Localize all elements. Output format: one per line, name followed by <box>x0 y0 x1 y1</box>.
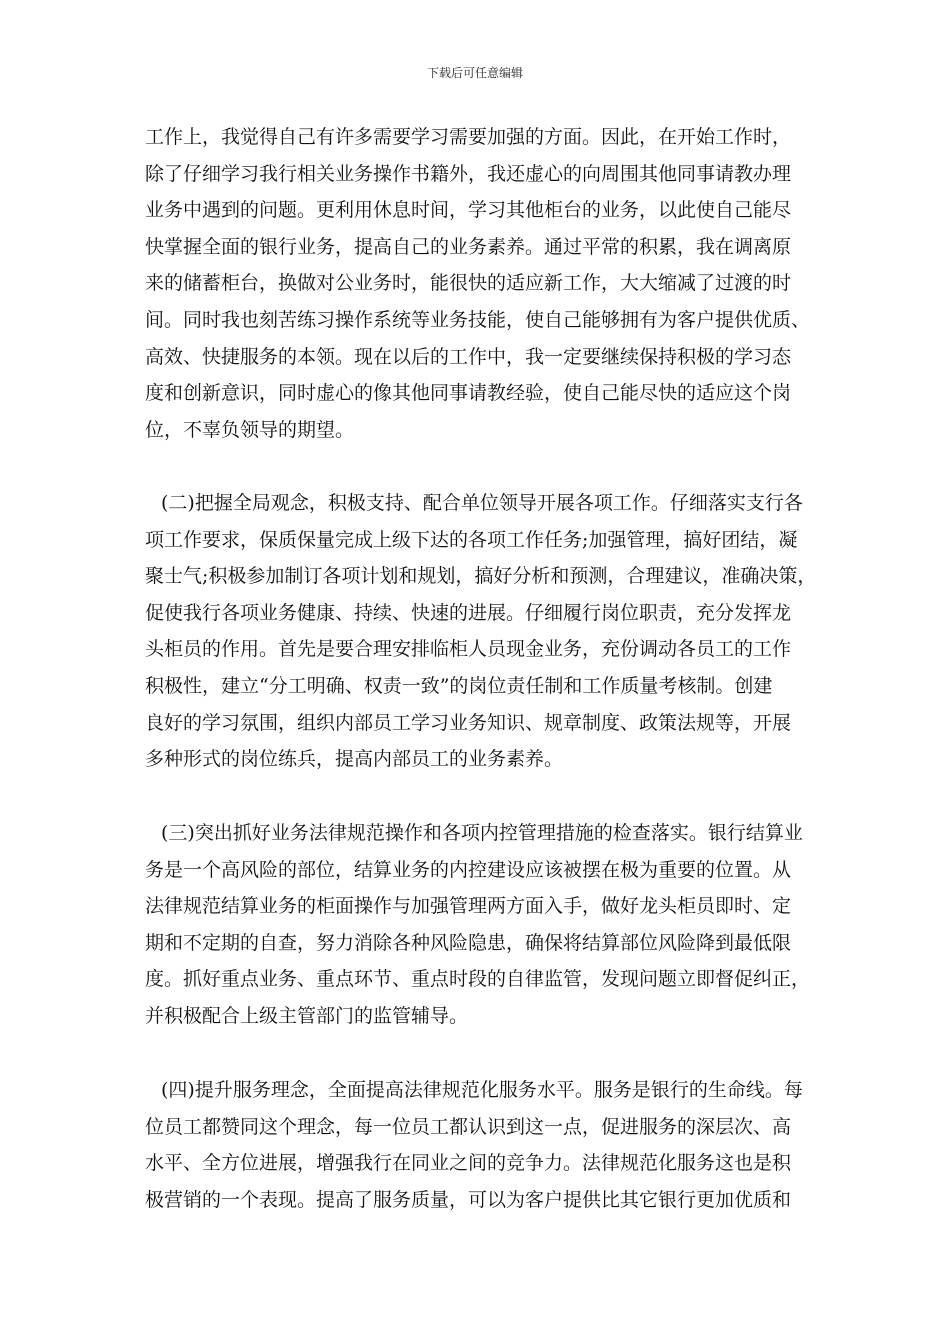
paragraph-line: 位，不辜负领导的期望。 <box>145 418 355 441</box>
paragraph-line: 工作上，我觉得自己有许多需要学习需要加强的方面。因此，在开始工作时， <box>145 126 792 148</box>
paragraph-line: 务是一个高风险的部位，结算业务的内控建设应该被摆在极为重要的位置。从 <box>145 858 792 881</box>
page-header: 下载后可任意编辑 <box>426 66 523 80</box>
paragraph-line: 位员工都赞同这个理念，每一位员工都认识到这一点，促进服务的深层次、高 <box>145 1115 792 1138</box>
paragraph-line: 高效、快捷服务的本领。现在以后的工作中，我一定要继续保持积极的学习态 <box>145 345 792 368</box>
paragraph-line: 良好的学习氛围，组织内部员工学习业务知识、规章制度、政策法规等，开展 <box>145 711 792 734</box>
paragraph-line: 并积极配合上级主管部门的监管辅导。 <box>145 1004 469 1027</box>
paragraph-line: 极营销的一个表现。提高了服务质量，可以为客户提供比其它银行更加优质和 <box>145 1188 792 1211</box>
paragraph-1 <box>145 119 815 448</box>
paragraph-line: 度和创新意识，同时虚心的像其他同事请教经验，使自己能尽快的适应这个岗 <box>145 382 792 405</box>
paragraph-line: (二)把握全局观念，积极支持、配合单位领导开展各项工作。仔细落实支行各 <box>161 492 803 514</box>
paragraph-line: 期和不定期的自查，努力消除各种风险隐患，确保将结算部位风险降到最低限 <box>145 931 792 954</box>
paragraph-4 <box>145 1072 815 1218</box>
paragraph-line: (四)提升服务理念，全面提高法律规范化服务水平。服务是银行的生命线。每 <box>161 1079 803 1101</box>
paragraph-line: 头柜员的作用。首先是要合理安排临柜人员现金业务，充份调动各员工的工作 <box>145 638 792 661</box>
paragraph-line: 间。同时我也刻苦练习操作系统等业务技能，使自己能够拥有为客户提供优质、 <box>145 308 811 331</box>
paragraph-3 <box>145 815 815 1035</box>
paragraph-line: 多种形式的岗位练兵，提高内部员工的业务素养。 <box>145 748 564 771</box>
paragraph-line: 水平、全方位进展，增强我行在同业之间的竞争力。法律规范化服务这也是积 <box>145 1152 792 1175</box>
paragraph-line: 促使我行各项业务健康、持续、快速的进展。仔细履行岗位职责，充分发挥龙 <box>145 601 792 624</box>
paragraph-2 <box>145 485 815 778</box>
paragraph-line: 除了仔细学习我行相关业务操作书籍外，我还虚心的向周围其他同事请教办理 <box>145 162 792 185</box>
paragraph-line: (三)突出抓好业务法律规范操作和各项内控管理措施的检查落实。银行结算业 <box>161 822 803 844</box>
paragraph-line: 法律规范结算业务的柜面操作与加强管理两方面入手，做好龙头柜员即时、定 <box>145 895 792 918</box>
paragraph-line: 度。抓好重点业务、重点环节、重点时段的自律监管，发现问题立即督促纠正， <box>145 968 811 991</box>
paragraph-line: 聚士气;积极参加制订各项计划和规划，搞好分析和预测，合理建议，准确决策， <box>145 565 817 588</box>
paragraph-line: 项工作要求，保质保量完成上级下达的各项工作任务;加强管理，搞好团结，凝 <box>145 528 798 551</box>
paragraph-line: 业务中遇到的问题。更利用休息时间，学习其他柜台的业务，以此使自己能尽 <box>145 199 792 222</box>
paragraph-line: 积极性，建立“分工明确、权责一致”的岗位责任制和工作质量考核制。创建 <box>145 674 773 697</box>
paragraph-line: 来的储蓄柜台，换做对公业务时，能很快的适应新工作，大大缩减了过渡的时 <box>145 272 792 295</box>
paragraph-line: 快掌握全面的银行业务，提高自己的业务素养。通过平常的积累，我在调离原 <box>145 235 792 258</box>
